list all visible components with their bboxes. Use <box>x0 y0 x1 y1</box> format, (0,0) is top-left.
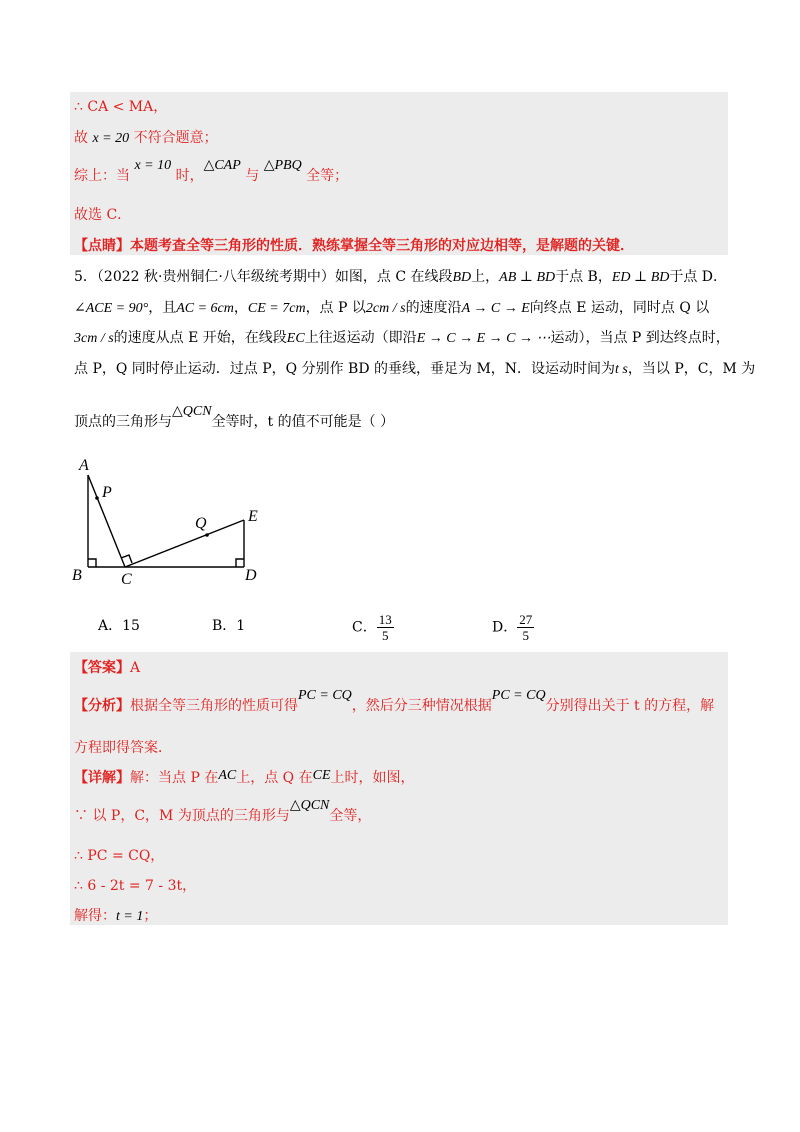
right-angle-c <box>121 555 132 563</box>
analysis-line-2: 方程即得答案． <box>74 740 172 756</box>
right-angle-b <box>88 559 96 567</box>
line-choose-c: 故选 C． <box>74 207 132 223</box>
option-b[interactable]: B．1 <box>212 618 246 634</box>
solve-line: 解得：t = 1； <box>74 908 158 924</box>
point-q <box>205 533 209 537</box>
line-ca-less-ma: ∴ CA < MA， <box>74 99 168 115</box>
segment-ce <box>125 520 244 567</box>
label-p: P <box>102 484 112 501</box>
line-comment: 【点睛】本题考查全等三角形的性质．熟练掌握全等三角形的对应边相等，是解题的关键． <box>74 238 634 254</box>
answer-line: 【答案】A <box>74 660 141 676</box>
because-line: ∵ 以 P，C，M 为顶点的三角形与△QCN全等， <box>74 798 372 824</box>
label-a: A <box>79 457 89 474</box>
label-q: Q <box>195 515 207 532</box>
question-line-5: 顶点的三角形与△QCN全等时，t 的值不可能是（ ） <box>74 404 395 430</box>
question-line-1: 5．（2022 秋·贵州铜仁·八年级统考期中）如图，点 C 在线段BD上，AB ⊥ BD于点 B，ED ⊥ BD于点 D． <box>74 269 728 285</box>
option-a[interactable]: A．15 <box>98 618 140 634</box>
line-conclusion: 综上：当 x = 10 时，△CAP 与 △PBQ 全等； <box>74 158 349 184</box>
label-e: E <box>248 508 258 525</box>
option-d[interactable]: D． $\frac{27}{5}$ <box>492 612 533 643</box>
label-b: B <box>72 567 82 584</box>
fraction-13-5: $\frac{13}{5}$ <box>378 612 392 643</box>
line-x20-rejected: 故 x = 20 不符合题意； <box>74 130 218 146</box>
question-line-4: 点 P，Q 同时停止运动．过点 P，Q 分别作 BD 的垂线，垂足为 M，N．设运动时间为t s，当以 P，C，M 为 <box>74 361 756 377</box>
option-c[interactable]: C． $\frac{13}{5}$ <box>352 612 392 643</box>
therefore-line-1: ∴ PC = CQ， <box>74 848 165 864</box>
therefore-line-2: ∴ 6 - 2t = 7 - 3t， <box>74 878 197 894</box>
segment-ac <box>88 475 125 567</box>
right-angle-d <box>236 559 244 567</box>
fraction-27-5: $\frac{27}{5}$ <box>519 612 533 643</box>
question-line-3: 3cm / s的速度从点 E 开始，在线段EC上往返运动（即沿E → C → E → C → ⋯运动），当点 P 到达终点时， <box>74 330 730 346</box>
label-d: D <box>245 567 257 584</box>
detail-line: 【详解】解：当点 P 在AC上，点 Q 在CE上时，如图， <box>74 768 415 786</box>
label-c: C <box>121 571 132 588</box>
point-p <box>95 496 99 500</box>
question-line-2: ∠ACE = 90°，且AC = 6cm，CE = 7cm，点 P 以2cm / s的速度沿A → C → E向终点 E 运动，同时点 Q 以 <box>74 300 710 316</box>
analysis-line-1: 【分析】根据全等三角形的性质可得PC = CQ，然后分三种情况根据PC = CQ分别得出关于 t 的方程，解 <box>74 688 715 714</box>
